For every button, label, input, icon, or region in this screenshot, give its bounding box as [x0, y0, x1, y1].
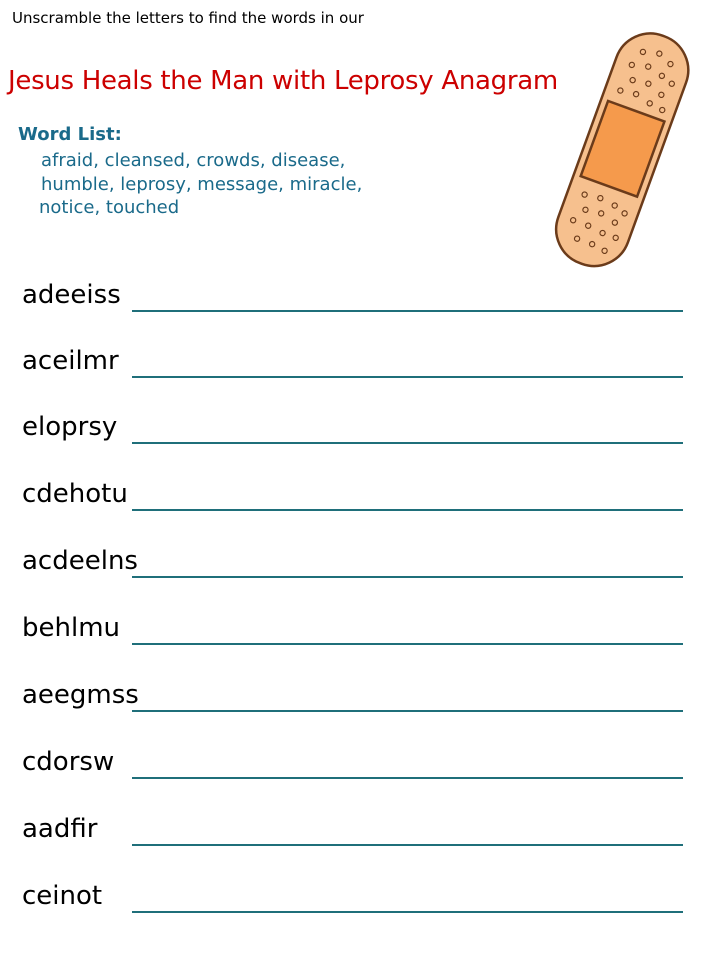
- word-list-line: humble, leprosy, message, miracle,: [41, 174, 363, 195]
- puzzle-row: [0, 804, 718, 864]
- scrambled-word: ceinot: [22, 881, 103, 911]
- scrambled-word: aceilmr: [22, 346, 119, 376]
- scrambled-word: acdeelns: [22, 546, 138, 576]
- bandage-icon: [530, 20, 710, 284]
- answer-line[interactable]: [132, 576, 683, 578]
- puzzle-row: [0, 402, 718, 462]
- instructions-text: Unscramble the letters to find the words in our: [12, 9, 364, 27]
- word-list-line: afraid, cleansed, crowds, disease,: [41, 150, 346, 171]
- answer-line[interactable]: [132, 509, 683, 511]
- puzzle-row: [0, 536, 718, 596]
- scrambled-word: cdehotu: [22, 479, 128, 509]
- puzzle-row: [0, 737, 718, 797]
- puzzle-row: [0, 603, 718, 663]
- scrambled-word: cdorsw: [22, 747, 115, 777]
- scrambled-word: behlmu: [22, 613, 121, 643]
- word-list-heading: Word List:: [18, 124, 122, 145]
- scrambled-word: adeeiss: [22, 280, 121, 310]
- answer-line[interactable]: [132, 376, 683, 378]
- answer-line[interactable]: [132, 442, 683, 444]
- word-list: [18, 124, 363, 218]
- page-title: Jesus Heals the Man with Leprosy Anagram: [8, 66, 558, 96]
- scrambled-word: eloprsy: [22, 412, 118, 442]
- answer-line[interactable]: [132, 710, 683, 712]
- puzzle-row: [0, 336, 718, 396]
- puzzle-row: [0, 670, 718, 730]
- word-list-line: notice, touched: [39, 197, 180, 218]
- puzzle-row: [0, 270, 718, 330]
- answer-line[interactable]: [132, 911, 683, 913]
- puzzle-row: [0, 469, 718, 529]
- scrambled-word: aeegmss: [22, 680, 139, 710]
- answer-line[interactable]: [132, 310, 683, 312]
- puzzle-row: [0, 871, 718, 931]
- answer-line[interactable]: [132, 777, 683, 779]
- answer-line[interactable]: [132, 643, 683, 645]
- scrambled-word: aadfir: [22, 814, 98, 844]
- answer-line[interactable]: [132, 844, 683, 846]
